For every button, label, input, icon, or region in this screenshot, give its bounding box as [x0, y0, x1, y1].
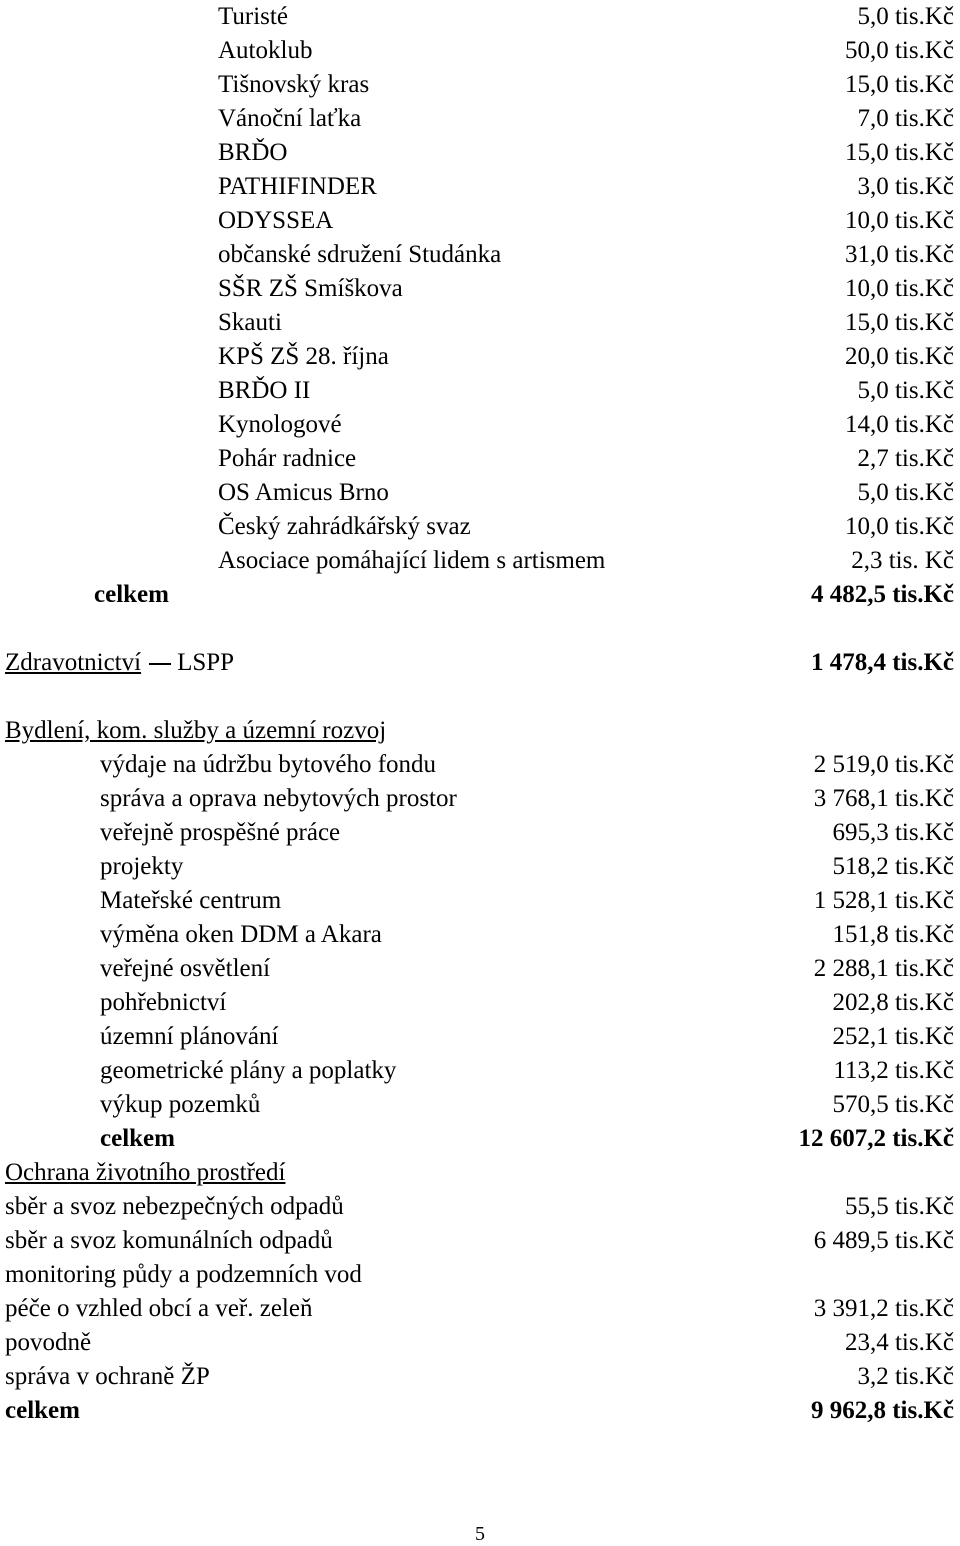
- org-name: BRĎO: [218, 139, 288, 166]
- item-amount: 151,8 tis.Kč: [832, 921, 954, 948]
- item-name: sběr a svoz nebezpečných odpadů: [5, 1193, 344, 1220]
- org-amount: 2,7 tis.Kč: [857, 445, 954, 472]
- org-name: Autoklub: [218, 37, 313, 64]
- list-item: [0, 1326, 960, 1360]
- list-item: [0, 1190, 960, 1224]
- item-name: projekty: [100, 853, 184, 880]
- list-item: [0, 1020, 960, 1054]
- org-name: Český zahrádkářský svaz: [218, 513, 471, 540]
- total-label: celkem: [5, 1397, 80, 1424]
- item-name: veřejné osvětlení: [100, 955, 271, 982]
- list-item: [0, 68, 960, 102]
- org-amount: 20,0 tis.Kč: [844, 343, 954, 370]
- org-name: PATHIFINDER: [218, 173, 377, 200]
- list-item: [0, 272, 960, 306]
- list-item: [0, 1054, 960, 1088]
- org-name: Asociace pomáhající lidem s artismem: [218, 547, 606, 574]
- item-name: péče o vzhled obcí a veř. zeleň: [5, 1295, 313, 1322]
- org-amount: 31,0 tis.Kč: [844, 241, 954, 268]
- page-number: 5: [475, 1523, 485, 1545]
- item-amount: 695,3 tis.Kč: [832, 819, 954, 846]
- health-heading: Zdravotnictví: [5, 649, 142, 676]
- list-item: [0, 986, 960, 1020]
- total-amount: 4 482,5 tis.Kč: [810, 581, 954, 608]
- item-name: správa v ochraně ŽP: [5, 1363, 210, 1390]
- org-name: ODYSSEA: [218, 207, 334, 234]
- org-name: OS Amicus Brno: [218, 479, 389, 506]
- list-item: [0, 102, 960, 136]
- orgs-total-row: [0, 578, 960, 612]
- list-item: [0, 1224, 960, 1258]
- org-name: občanské sdružení Studánka: [218, 241, 502, 268]
- org-name: Pohár radnice: [218, 445, 357, 472]
- org-name: Turisté: [218, 3, 288, 30]
- total-label: celkem: [100, 1125, 175, 1152]
- environment-heading-row: [0, 1156, 960, 1190]
- dash-separator: [149, 663, 171, 665]
- list-item: [0, 952, 960, 986]
- health-sub: LSPP: [177, 649, 235, 676]
- org-amount: 10,0 tis.Kč: [844, 513, 954, 540]
- org-amount: 5,0 tis.Kč: [857, 377, 954, 404]
- total-amount: 9 962,8 tis.Kč: [810, 1397, 954, 1424]
- org-name: KPŠ ZŠ 28. října: [218, 343, 389, 370]
- item-name: výměna oken DDM a Akara: [100, 921, 382, 948]
- item-amount: 3 768,1 tis.Kč: [813, 785, 954, 812]
- item-name: správa a oprava nebytových prostor: [100, 785, 457, 812]
- list-item: [0, 204, 960, 238]
- org-amount: 2,3 tis. Kč: [851, 547, 954, 574]
- item-amount: 2 288,1 tis.Kč: [813, 955, 954, 982]
- org-amount: 3,0 tis.Kč: [857, 173, 954, 200]
- list-item: [0, 170, 960, 204]
- org-amount: 15,0 tis.Kč: [844, 139, 954, 166]
- item-name: výdaje na údržbu bytového fondu: [100, 751, 437, 778]
- list-item: [0, 782, 960, 816]
- list-item: [0, 884, 960, 918]
- item-amount: 55,5 tis.Kč: [844, 1193, 954, 1220]
- item-amount: 3 391,2 tis.Kč: [813, 1295, 954, 1322]
- housing-total-row: [0, 1122, 960, 1156]
- item-name: monitoring půdy a podzemních vod: [5, 1261, 362, 1288]
- list-item: [0, 1292, 960, 1326]
- org-amount: 5,0 tis.Kč: [857, 479, 954, 506]
- org-name: Skauti: [218, 309, 282, 336]
- item-name: pohřebnictví: [100, 989, 227, 1016]
- list-item: [0, 136, 960, 170]
- item-name: geometrické plány a poplatky: [100, 1057, 397, 1084]
- org-name: Vánoční laťka: [218, 105, 362, 132]
- section-heading: [5, 646, 234, 680]
- list-item: [0, 850, 960, 884]
- list-item: [0, 0, 960, 34]
- item-amount: 2 519,0 tis.Kč: [813, 751, 954, 778]
- org-amount: 50,0 tis.Kč: [844, 37, 954, 64]
- org-amount: 10,0 tis.Kč: [844, 275, 954, 302]
- item-amount: 518,2 tis.Kč: [832, 853, 954, 880]
- housing-heading-row: [0, 714, 960, 748]
- list-item: [0, 1258, 960, 1292]
- item-amount: 1 528,1 tis.Kč: [813, 887, 954, 914]
- list-item: [0, 408, 960, 442]
- section-heading: Ochrana životního prostředí: [5, 1159, 286, 1186]
- item-amount: 3,2 tis.Kč: [857, 1363, 954, 1390]
- item-amount: 252,1 tis.Kč: [832, 1023, 954, 1050]
- health-amount: 1 478,4 tis.Kč: [810, 649, 954, 676]
- list-item: [0, 510, 960, 544]
- list-item: [0, 1360, 960, 1394]
- list-item: [0, 442, 960, 476]
- environment-total-row: [0, 1394, 960, 1428]
- list-item: [0, 1088, 960, 1122]
- item-name: územní plánování: [100, 1023, 279, 1050]
- org-name: Kynologové: [218, 411, 342, 438]
- list-item: [0, 476, 960, 510]
- org-amount: 10,0 tis.Kč: [844, 207, 954, 234]
- section-heading: Bydlení, kom. služby a územní rozvoj: [5, 717, 387, 744]
- org-name: BRĎO II: [218, 377, 311, 404]
- list-item: [0, 374, 960, 408]
- org-name: SŠR ZŠ Smíškova: [218, 275, 403, 302]
- item-amount: 202,8 tis.Kč: [832, 989, 954, 1016]
- item-amount: 23,4 tis.Kč: [844, 1329, 954, 1356]
- item-amount: 113,2 tis.Kč: [833, 1057, 954, 1084]
- health-row: [0, 646, 960, 680]
- list-item: [0, 918, 960, 952]
- item-name: Mateřské centrum: [100, 887, 282, 914]
- org-name: Tišnovský kras: [218, 71, 370, 98]
- org-amount: 7,0 tis.Kč: [857, 105, 954, 132]
- item-name: povodně: [5, 1329, 92, 1356]
- item-amount: 6 489,5 tis.Kč: [813, 1227, 954, 1254]
- item-name: veřejně prospěšné práce: [100, 819, 341, 846]
- org-amount: 14,0 tis.Kč: [844, 411, 954, 438]
- total-label: celkem: [94, 581, 169, 608]
- org-amount: 15,0 tis.Kč: [844, 309, 954, 336]
- total-amount: 12 607,2 tis.Kč: [798, 1125, 954, 1152]
- list-item: [0, 816, 960, 850]
- org-amount: 5,0 tis.Kč: [857, 3, 954, 30]
- list-item: [0, 748, 960, 782]
- item-name: výkup pozemků: [100, 1091, 261, 1118]
- list-item: [0, 544, 960, 578]
- list-item: [0, 306, 960, 340]
- list-item: [0, 34, 960, 68]
- list-item: [0, 340, 960, 374]
- list-item: [0, 238, 960, 272]
- item-name: sběr a svoz komunálních odpadů: [5, 1227, 333, 1254]
- org-amount: 15,0 tis.Kč: [844, 71, 954, 98]
- item-amount: 570,5 tis.Kč: [832, 1091, 954, 1118]
